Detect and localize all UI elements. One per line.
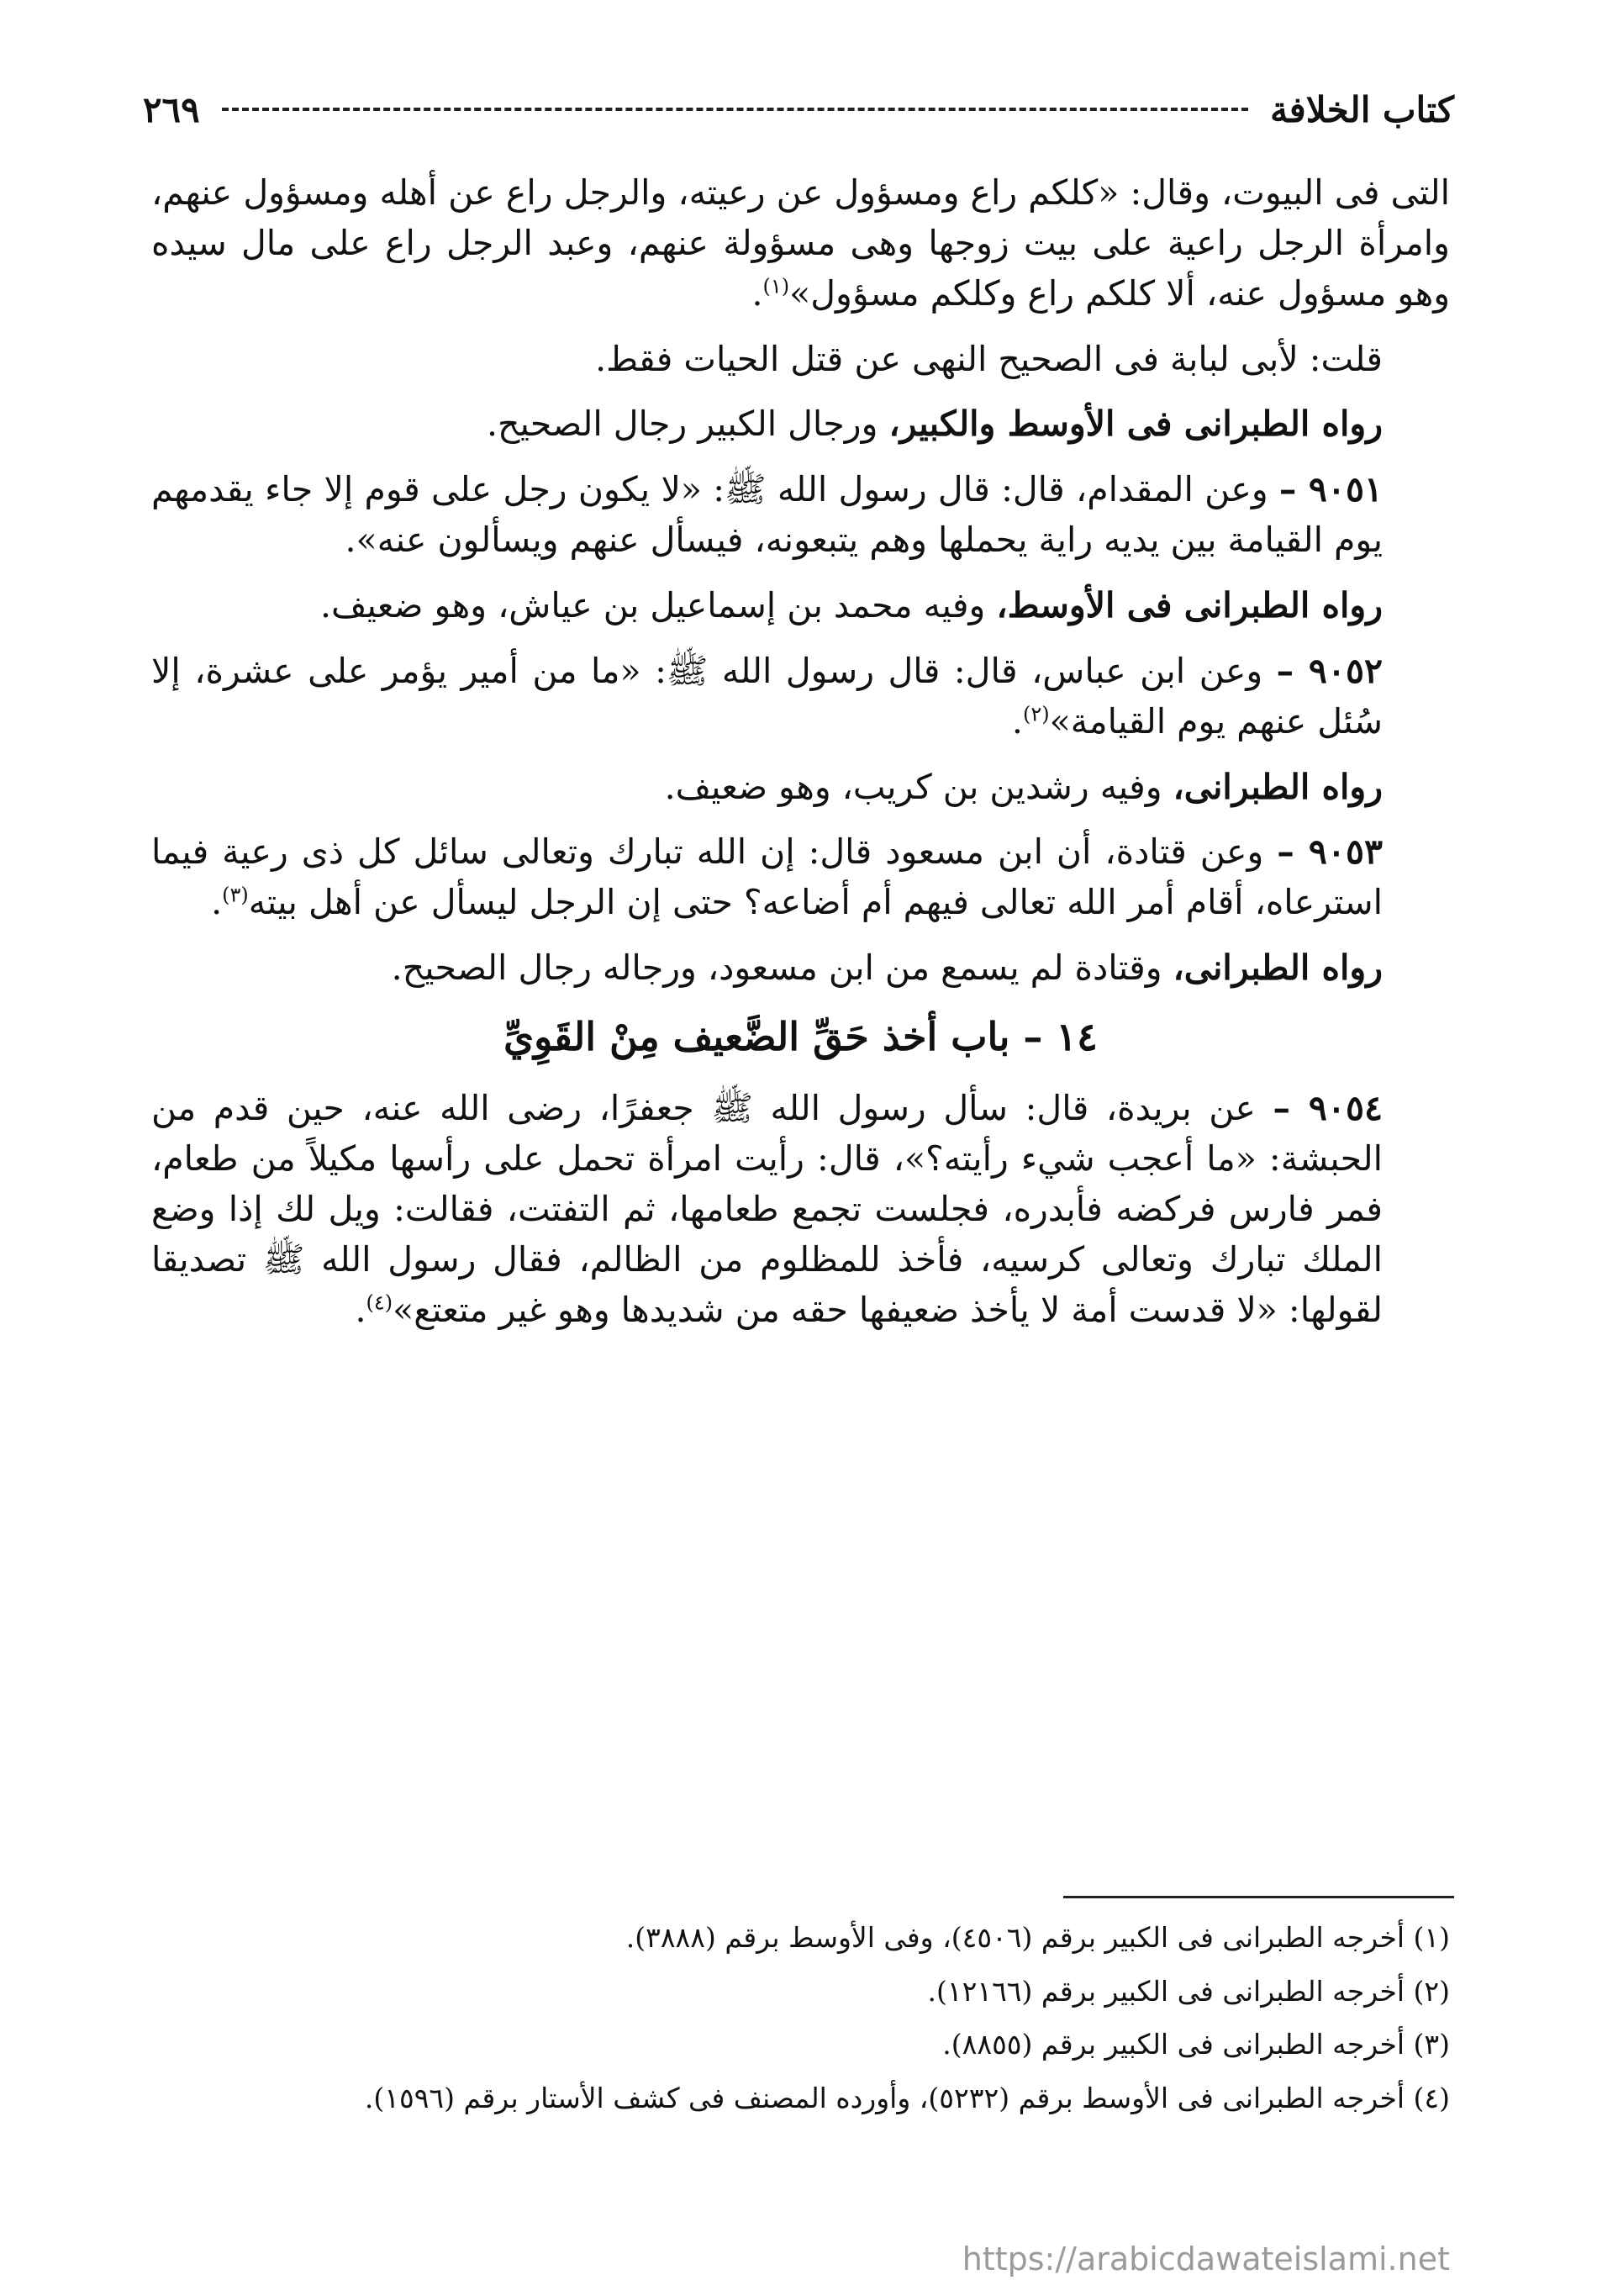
footnote: (٤) أخرجه الطبرانى فى الأوسط برقم (٥٢٣٢)، وأورده المصنف فى كشف الأستار برقم (١٥٩٦). (364, 2081, 1450, 2114)
footnotes (155, 1917, 1450, 2130)
paragraph: قلت: لأبى لبابة فى الصحيح النهى عن قتل الحيات فقط. (595, 338, 1383, 379)
hadith-number: ٩٠٥٣ – (1277, 831, 1383, 873)
hadith-9054: ٩٠٥٤ – عن بريدة، قال: سأل رسول الله ﷺ جعفرًا، رضى الله عنه، حين قدم من الحبشة: «ما أعجب شيء رأيته؟»، قال: رأيت امرأة تحمل على رأسها مكيلاً من طعام، فمر فارس فركضه فأبدره، فجلست تجمع طعامها، ثم التفتت، فقالت: ويل لك إذا وضع الملك تبارك وتعالى كرسيه، فأخذ للمظلوم من الظالم، فقال رسول الله ﷺ تصديقا لقولها: «لا قدست أمة لا يأخذ ضعيفها حقه من شديدها وهو غير متعتع»$^{(٤)}$. (151, 1088, 1383, 1330)
header-dashed-rule (222, 108, 1248, 111)
hadith-number: ٩٠٥٤ – (1273, 1088, 1383, 1129)
footnote-separator (1063, 1896, 1454, 1898)
paragraph: التى فى البيوت، وقال: «كلكم راع ومسؤول عن رعيته، والرجل راع عن أهله ومسؤول عنهم، وامرأة الرجل راعية على بيت زوجها وهى مسؤولة عنهم، وعبد الرجل راع على مال سيده وهو مسؤول عنه، ألا كلكم راع وكلكم مسؤول»$^{(١)}$. (151, 172, 1450, 314)
footnote-ref: (٤) (366, 1290, 393, 1314)
hadith-9052: ٩٠٥٢ – وعن ابن عباس، قال: قال رسول الله ﷺ: «ما من أمير يؤمر على عشرة، إلا سُئل عنهم يوم القيامة»$^{(٢)}$. (151, 650, 1384, 742)
main-text (151, 168, 1450, 1350)
narration-note: رواه الطبرانى، وقتادة لم يسمع من ابن مسعود، ورجاله رجال الصحيح. (391, 947, 1383, 989)
hadith-number: ٩٠٥٢ – (1276, 650, 1384, 691)
footnote: (٣) أخرجه الطبرانى فى الكبير برقم (٨٨٥٥). (942, 2028, 1450, 2061)
footnote: (١) أخرجه الطبرانى فى الكبير برقم (٤٥٠٦)، وفى الأوسط برقم (٣٨٨٨). (625, 1921, 1450, 1954)
footnote: (٢) أخرجه الطبرانى فى الكبير برقم (١٢١٦٦). (927, 1974, 1450, 2008)
narration-note: رواه الطبرانى فى الأوسط والكبير، ورجال الكبير رجال الصحيح. (486, 404, 1383, 445)
footnote-ref: (١) (762, 274, 790, 298)
footnote-ref: (٣) (222, 883, 249, 907)
hadith-9051: ٩٠٥١ – وعن المقدام، قال: قال رسول الله ﷺ: «لا يكون رجل على قوم إلا جاء يقدمهم يوم القيامة بين يديه راية يحملها وهم يتبعونه، فيسأل عنهم ويسألون عنه». (151, 469, 1383, 561)
narration-note: رواه الطبرانى فى الأوسط، وفيه محمد بن إسماعيل بن عياش، وهو ضعيف. (319, 585, 1383, 626)
page-header (143, 84, 1454, 135)
footnote-ref: (٢) (1022, 702, 1050, 726)
watermark-url: https://arabicdawateislami.net (962, 2241, 1450, 2278)
narration-note: رواه الطبرانى، وفيه رشدين بن كريب، وهو ضعيف. (664, 766, 1383, 807)
chapter-heading: ١٤ – باب أخذ حَقِّ الضَّعيف مِنْ القَوِيِّ (503, 1014, 1098, 1060)
hadith-number: ٩٠٥١ – (1278, 469, 1383, 510)
hadith-9053: ٩٠٥٣ – وعن قتادة، أن ابن مسعود قال: إن الله تبارك وتعالى سائل كل ذى رعية فيما استرعاه، أقام أمر الله تعالى فيهم أم أضاعه؟ حتى إن الرجل ليسأل عن أهل بيته$^{(٣)}$. (151, 831, 1383, 923)
book-title: كتاب الخلافة (1270, 88, 1454, 130)
page-number: ٢٦٩ (143, 88, 200, 130)
